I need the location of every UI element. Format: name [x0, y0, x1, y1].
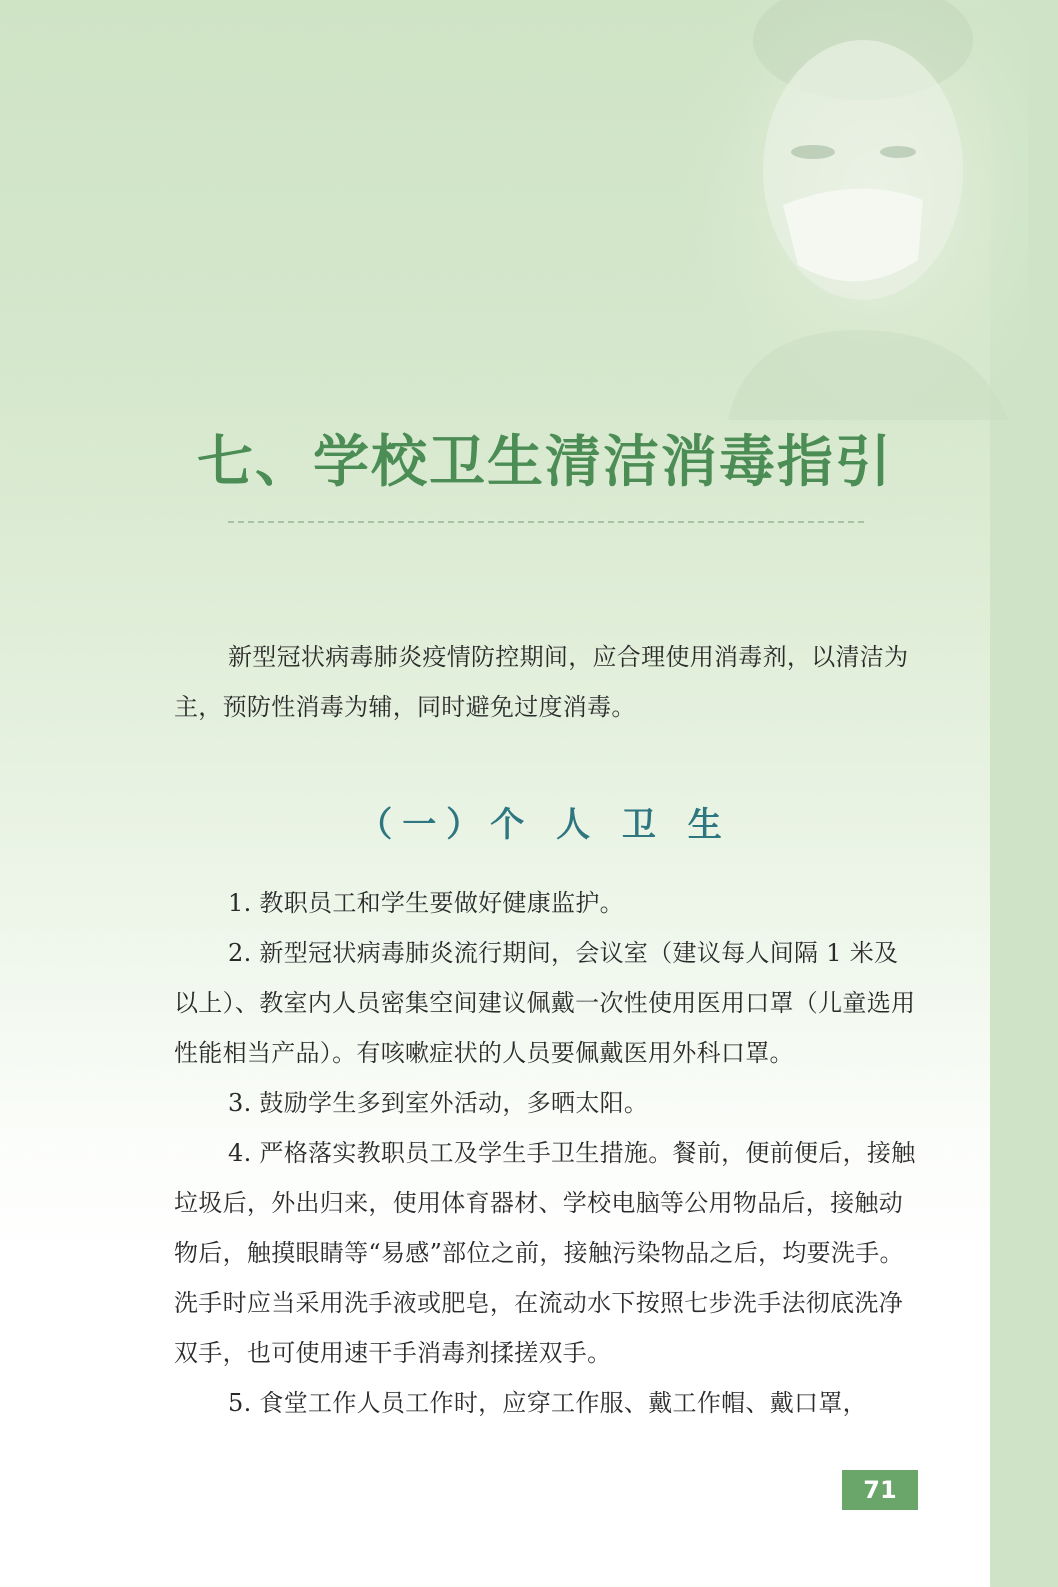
side-color-band	[990, 0, 1058, 1587]
intro-paragraph: 新型冠状病毒肺炎疫情防控期间，应合理使用消毒剂，以清洁为主，预防性消毒为辅，同时避免过度消毒。	[174, 643, 909, 721]
title-divider	[228, 521, 864, 523]
list-item: 5. 食堂工作人员工作时，应穿工作服、戴工作帽、戴口罩，	[228, 1389, 867, 1417]
list-item: 4. 严格落实教职员工及学生手卫生措施。餐前，便前便后，接触垃圾后，外出归来，使用体育器材、学校电脑等公用物品后，接触动物后，触摸眼睛等“易感”部位之前，接触污染物品之后，均要洗手。洗手时应当采用洗手液或肥皂，在流动水下按照七步洗手法彻底洗净双手，也可使用速干手消毒剂揉搓双手。	[174, 1139, 916, 1367]
page-number-badge: 71	[842, 1470, 918, 1510]
chapter-title: 七、学校卫生清洁消毒指引	[197, 430, 893, 495]
masked-child-photo	[688, 0, 1028, 420]
list-item: 2. 新型冠状病毒肺炎流行期间，会议室（建议每人间隔 1 米及以上）、教室内人员密集空间建议佩戴一次性使用医用口罩（儿童选用性能相当产品）。有咳嗽症状的人员要佩戴医用外科口罩。	[174, 939, 916, 1067]
list-item: 1. 教职员工和学生要做好健康监护。	[228, 889, 624, 917]
list-item: 3. 鼓励学生多到室外活动，多晒太阳。	[228, 1089, 649, 1117]
section-heading: （一）个 人 卫 生	[358, 805, 732, 845]
item-list	[174, 878, 918, 1428]
